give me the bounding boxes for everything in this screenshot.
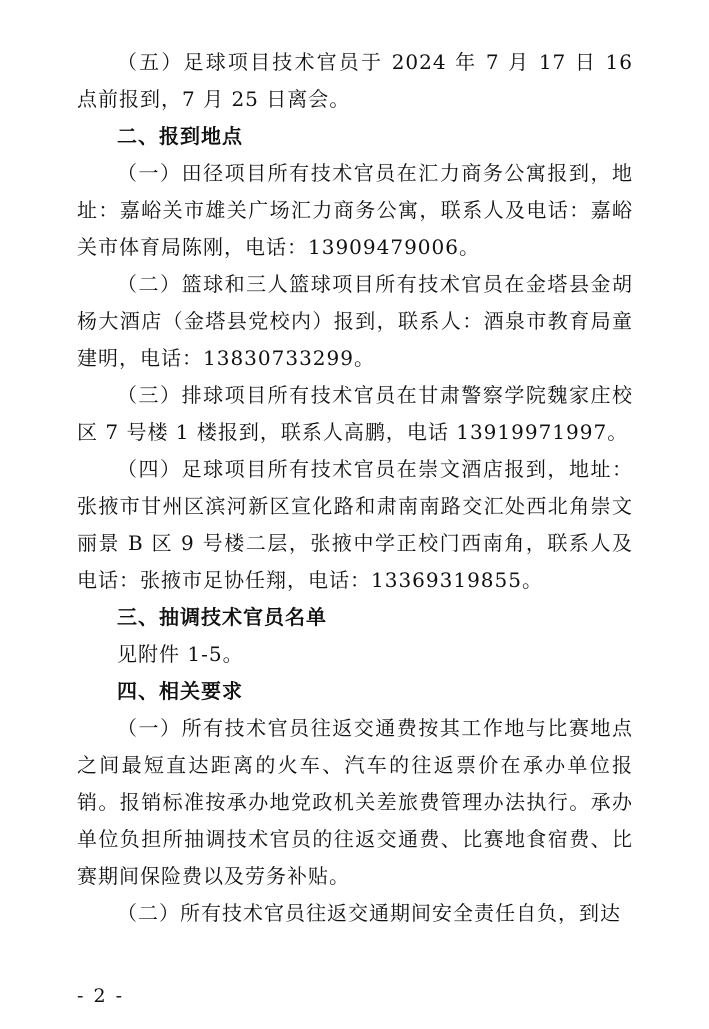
heading-requirements: 四、相关要求 — [117, 679, 243, 703]
paragraph-football-location: （四）足球项目所有技术官员在崇文酒店报到，地址：张掖市甘州区滨河新区宣化路和肃南南路交汇处西北角崇文丽景 B 区 9 号楼二层，张掖中学正校门西南角，联系人及电话：张掖市足协任翔，电话：13369319855。 — [77, 457, 633, 592]
heading-officials-list: 三、抽调技术官员名单 — [117, 605, 327, 629]
paragraph-volleyball-location: （三）排球项目所有技术官员在甘肃警察学院魏家庄校区 7 号楼 1 楼报到，联系人高鹏，电话 13919971997。 — [77, 383, 633, 444]
paragraph-travel-safety: （二）所有技术官员往返交通期间安全责任自负，到达 — [117, 901, 621, 925]
heading-arrival-location: 二、报到地点 — [117, 124, 243, 148]
paragraph-travel-reimbursement: （一）所有技术官员往返交通费按其工作地与比赛地点之间最短直达距离的火车、汽车的往返票价在承办单位报销。报销标准按承办地党政机关差旅费管理办法执行。承办单位负担所抽调技术官员的往返交通费、比赛地食宿费、比赛期间保险费以及劳务补贴。 — [77, 716, 633, 888]
document-body — [77, 44, 633, 932]
paragraph-football-arrival: （五）足球项目技术官员于 2024 年 7 月 17 日 16 点前报到，7 月 25 日离会。 — [77, 50, 633, 111]
paragraph-basketball-location: （二）篮球和三人篮球项目所有技术官员在金塔县金胡杨大酒店（金塔县党校内）报到，联系人：酒泉市教育局童建明，电话：13830733299。 — [77, 272, 633, 370]
page-number: - 2 - — [77, 985, 125, 1007]
paragraph-see-attachment: 见附件 1-5。 — [117, 642, 244, 666]
paragraph-athletics-location: （一）田径项目所有技术官员在汇力商务公寓报到，地址：嘉峪关市雄关广场汇力商务公寓，联系人及电话：嘉峪关市体育局陈刚，电话：13909479006。 — [77, 161, 633, 259]
